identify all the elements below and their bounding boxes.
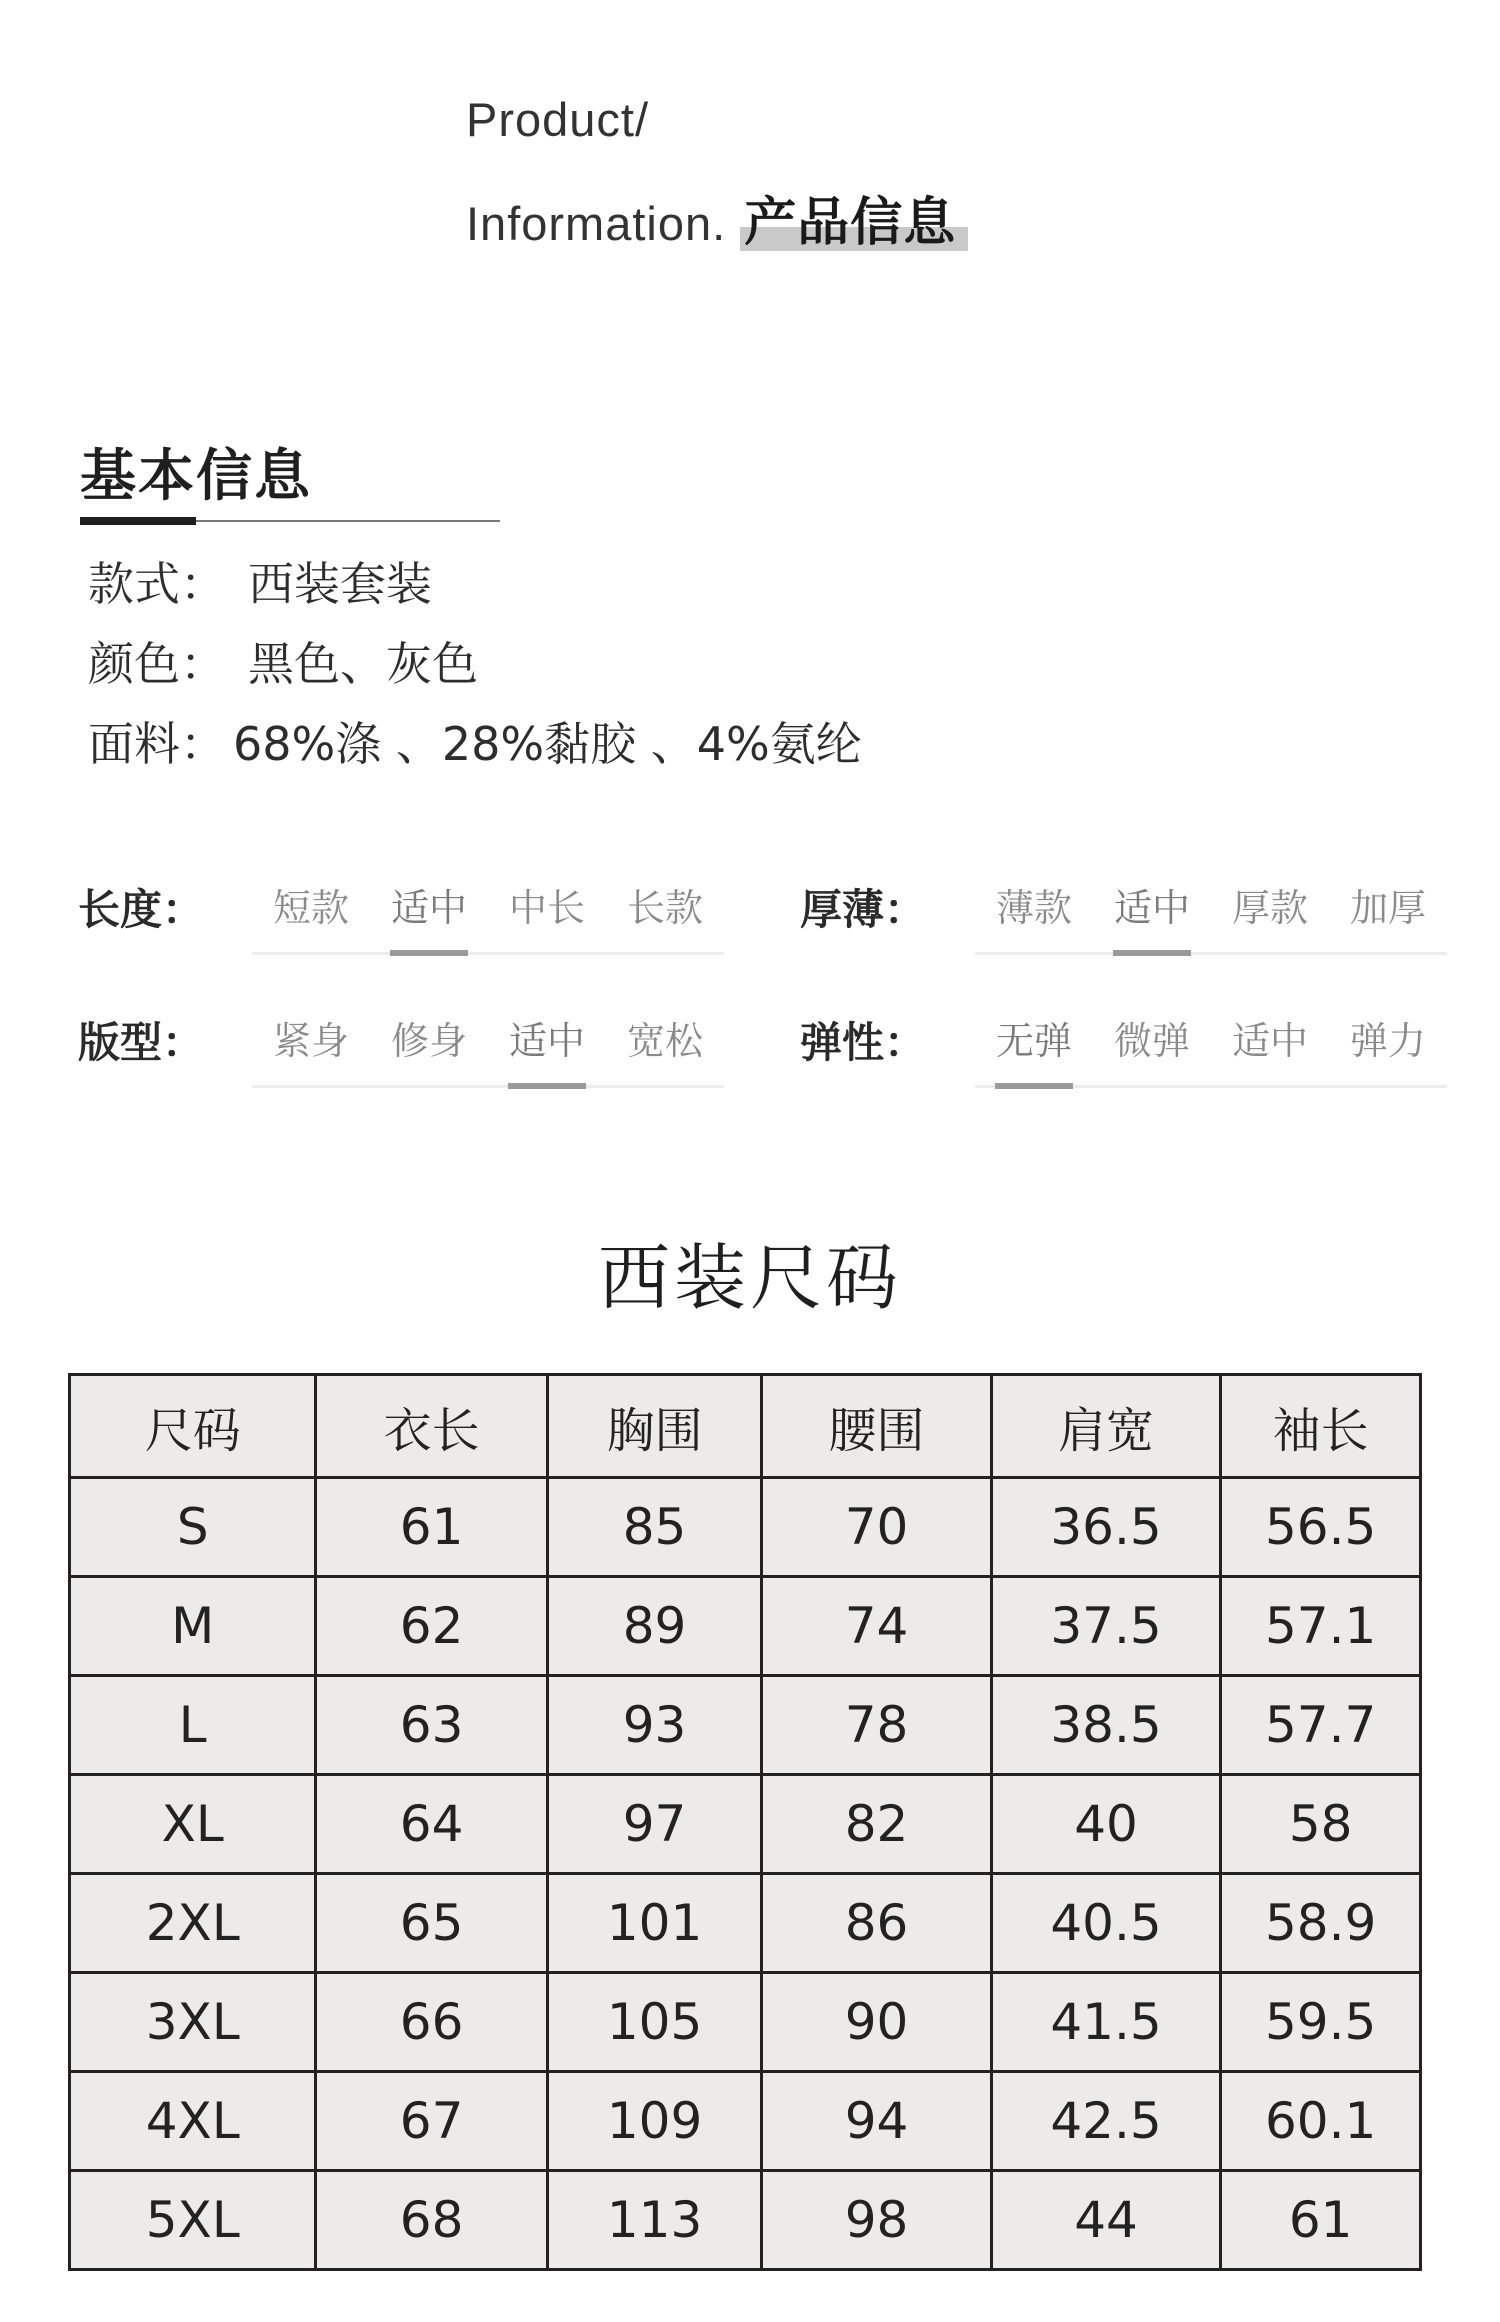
- header-cn-title: 产品信息: [740, 180, 960, 255]
- table-cell: 82: [762, 1775, 991, 1874]
- attr-option: 加厚: [1329, 877, 1447, 955]
- column-header: 腰围: [762, 1375, 991, 1478]
- table-cell: 85: [547, 1478, 762, 1577]
- attr-label-length: 长度：: [78, 885, 205, 934]
- table-cell: 70: [762, 1478, 991, 1577]
- table-cell: 89: [547, 1577, 762, 1676]
- info-value: 黑色、灰色: [248, 637, 478, 691]
- header-line2: [466, 180, 960, 255]
- table-cell: 60.1: [1221, 2072, 1421, 2171]
- attr-option: 宽松: [606, 1010, 724, 1088]
- table-cell: 98: [762, 2171, 991, 2270]
- table-cell: 61: [316, 1478, 547, 1577]
- attr-option: 适中: [1211, 1010, 1329, 1088]
- attr-option: 中长: [488, 877, 606, 955]
- column-header: 肩宽: [991, 1375, 1221, 1478]
- table-cell: 3XL: [70, 1973, 316, 2072]
- table-header-row: [70, 1375, 1421, 1478]
- attr-options-elasticity: [975, 1010, 1447, 1088]
- column-header: 衣长: [316, 1375, 547, 1478]
- table-row: [70, 1775, 1421, 1874]
- attr-label-thickness: 厚薄：: [800, 885, 927, 934]
- table-cell: 61: [1221, 2171, 1421, 2270]
- table-row: [70, 1874, 1421, 1973]
- table-cell: 56.5: [1221, 1478, 1421, 1577]
- table-cell: 42.5: [991, 2072, 1221, 2171]
- table-cell: 86: [762, 1874, 991, 1973]
- table-cell: 40.5: [991, 1874, 1221, 1973]
- info-row-color: [88, 628, 478, 694]
- table-row: [70, 2171, 1421, 2270]
- attr-option-selected: 无弹: [975, 1010, 1093, 1088]
- header-en-line2: Information.: [466, 197, 727, 250]
- basic-info-divider-accent: [80, 517, 196, 525]
- table-cell: 113: [547, 2171, 762, 2270]
- attr-option-selected: 适中: [370, 877, 488, 955]
- table-cell: 59.5: [1221, 1973, 1421, 2072]
- attr-options-thickness: [975, 877, 1447, 955]
- attr-option: 修身: [370, 1010, 488, 1088]
- table-row: [70, 1478, 1421, 1577]
- info-value: 68%涤 、28%黏胶 、4%氨纶: [233, 717, 862, 771]
- attr-option-selected: 适中: [488, 1010, 606, 1088]
- table-row: [70, 1973, 1421, 2072]
- basic-info-title: 基本信息: [80, 444, 312, 509]
- attr-option: 薄款: [975, 877, 1093, 955]
- table-row: [70, 1676, 1421, 1775]
- table-cell: 38.5: [991, 1676, 1221, 1775]
- table-cell: 68: [316, 2171, 547, 2270]
- table-cell: 105: [547, 1973, 762, 2072]
- table-cell: 37.5: [991, 1577, 1221, 1676]
- attr-option: 弹力: [1329, 1010, 1447, 1088]
- table-cell: 57.7: [1221, 1676, 1421, 1775]
- table-cell: 78: [762, 1676, 991, 1775]
- table-cell: 90: [762, 1973, 991, 2072]
- attr-option: 厚款: [1211, 877, 1329, 955]
- table-cell: 65: [316, 1874, 547, 1973]
- table-cell: 64: [316, 1775, 547, 1874]
- column-header: 袖长: [1221, 1375, 1421, 1478]
- size-chart-title: 西装尺码: [597, 1236, 902, 1320]
- table-cell: 40: [991, 1775, 1221, 1874]
- attr-label-elasticity: 弹性：: [800, 1018, 927, 1067]
- table-cell: 97: [547, 1775, 762, 1874]
- table-cell: 4XL: [70, 2072, 316, 2171]
- attr-label-fit: 版型：: [78, 1018, 205, 1067]
- table-cell: 94: [762, 2072, 991, 2171]
- table-cell: 41.5: [991, 1973, 1221, 2072]
- header-en-line1: Product/: [466, 93, 650, 146]
- table-cell: 67: [316, 2072, 547, 2171]
- table-cell: 109: [547, 2072, 762, 2171]
- table-cell: 5XL: [70, 2171, 316, 2270]
- table-cell: 93: [547, 1676, 762, 1775]
- table-cell: L: [70, 1676, 316, 1775]
- attr-option: 短款: [252, 877, 370, 955]
- table-cell: 2XL: [70, 1874, 316, 1973]
- table-cell: 58.9: [1221, 1874, 1421, 1973]
- attr-options-fit: [252, 1010, 724, 1088]
- attr-option: 微弹: [1093, 1010, 1211, 1088]
- info-row-style: [88, 548, 432, 614]
- table-cell: XL: [70, 1775, 316, 1874]
- attr-option: 长款: [606, 877, 724, 955]
- table-row: [70, 2072, 1421, 2171]
- table-cell: 66: [316, 1973, 547, 2072]
- table-cell: 36.5: [991, 1478, 1221, 1577]
- table-row: [70, 1577, 1421, 1676]
- table-cell: 63: [316, 1676, 547, 1775]
- table-cell: 62: [316, 1577, 547, 1676]
- table-cell: 74: [762, 1577, 991, 1676]
- attr-options-length: [252, 877, 724, 955]
- table-cell: S: [70, 1478, 316, 1577]
- column-header: 尺码: [70, 1375, 316, 1478]
- info-label: 款式：: [88, 557, 226, 611]
- table-cell: 57.1: [1221, 1577, 1421, 1676]
- size-table: [68, 1373, 1422, 2271]
- table-cell: M: [70, 1577, 316, 1676]
- table-cell: 101: [547, 1874, 762, 1973]
- table-cell: 58: [1221, 1775, 1421, 1874]
- column-header: 胸围: [547, 1375, 762, 1478]
- info-row-fabric: [88, 708, 862, 774]
- info-label: 面料：: [88, 717, 226, 771]
- info-value: 西装套装: [248, 557, 432, 611]
- table-cell: 44: [991, 2171, 1221, 2270]
- attr-option: 紧身: [252, 1010, 370, 1088]
- attr-option-selected: 适中: [1093, 877, 1211, 955]
- info-label: 颜色：: [88, 637, 226, 691]
